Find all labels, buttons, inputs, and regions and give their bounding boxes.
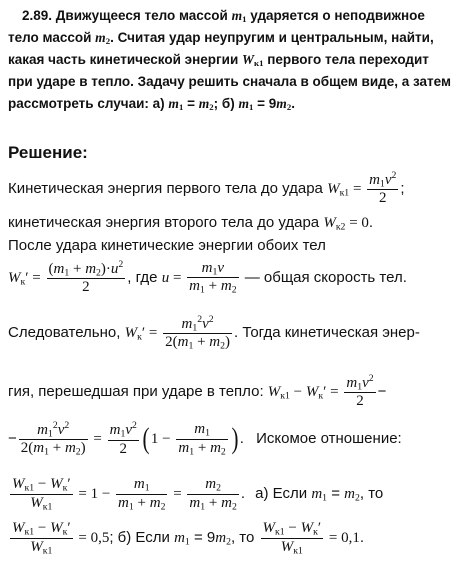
problem-line-4: при ударе в тепло. Задачу решить сначала в общем виде, а затем: [8, 74, 451, 89]
solution-line-3: После удара кинетические энергии обоих тел: [8, 237, 326, 254]
problem-line-3: какая часть кинетической энергии $W_{к1}$ первого тела переходит: [8, 52, 429, 69]
solution-line-1: Кинетическая энергия первого тела до удара $W_{к1}$ = $\frac{m_1v^2}{2}$ ;: [8, 170, 405, 207]
problem-line-1: 2.89. Движущееся тело массой $m_1$ ударяется о неподвижное: [22, 8, 425, 25]
solution-line-6: гия, перешедшая при ударе в тепло: $W_{к1} - W_к'$ = $\frac{m_1v^2}{2}$ −: [8, 373, 387, 410]
solution-line-7: − $\frac{m_1^2v^2}{2(m_1 + m_2)}$ = $\frac{m_1v^2}{2}$ ( 1 − $\frac{m_1}{m_1 + m_2}$ ) . Искомое отношение:: [8, 420, 402, 458]
problem-line-5: рассмотреть случаи: а) $m_1 = m_2$; б) $m_1 = 9m_2$.: [8, 96, 295, 113]
problem-line-2: тело массой $m_2$. Считая удар неупругим и центральным, найти,: [8, 30, 434, 47]
solution-line-4: $W_к'$ = $\frac{(m_1 + m_2)\cdot u^2}{2}$ , где u = $\frac{m_1v}{m_1 + m_2}$ — общая скорость тел.: [8, 259, 407, 296]
solution-line-9: $\frac{W_{к1} - W_к'}{W_{к1}}$ = 0,5; б) Если $m_1 = 9m_2$, то $\frac{W_{к1} - W_к'}{W_{к1}}$ = 0,1.: [12, 520, 365, 557]
solution-line-2: кинетическая энергия второго тела до удара $W_{к2} = 0$.: [8, 214, 374, 233]
solution-line-5: Следовательно, $W_к'$ = $\frac{m_1^2v^2}{2(m_1 + m_2)}$ . Тогда кинетическая энер-: [8, 314, 420, 352]
solution-line-8: $\frac{W_{к1} - W_к'}{W_{к1}}$ = 1 − $\frac{m_1}{m_1 + m_2}$ = $\frac{m_2}{m_1 + m_2}$ . а) Если $m_1 = m_2$, то: [12, 476, 384, 513]
solution-title: Решение:: [8, 143, 88, 162]
